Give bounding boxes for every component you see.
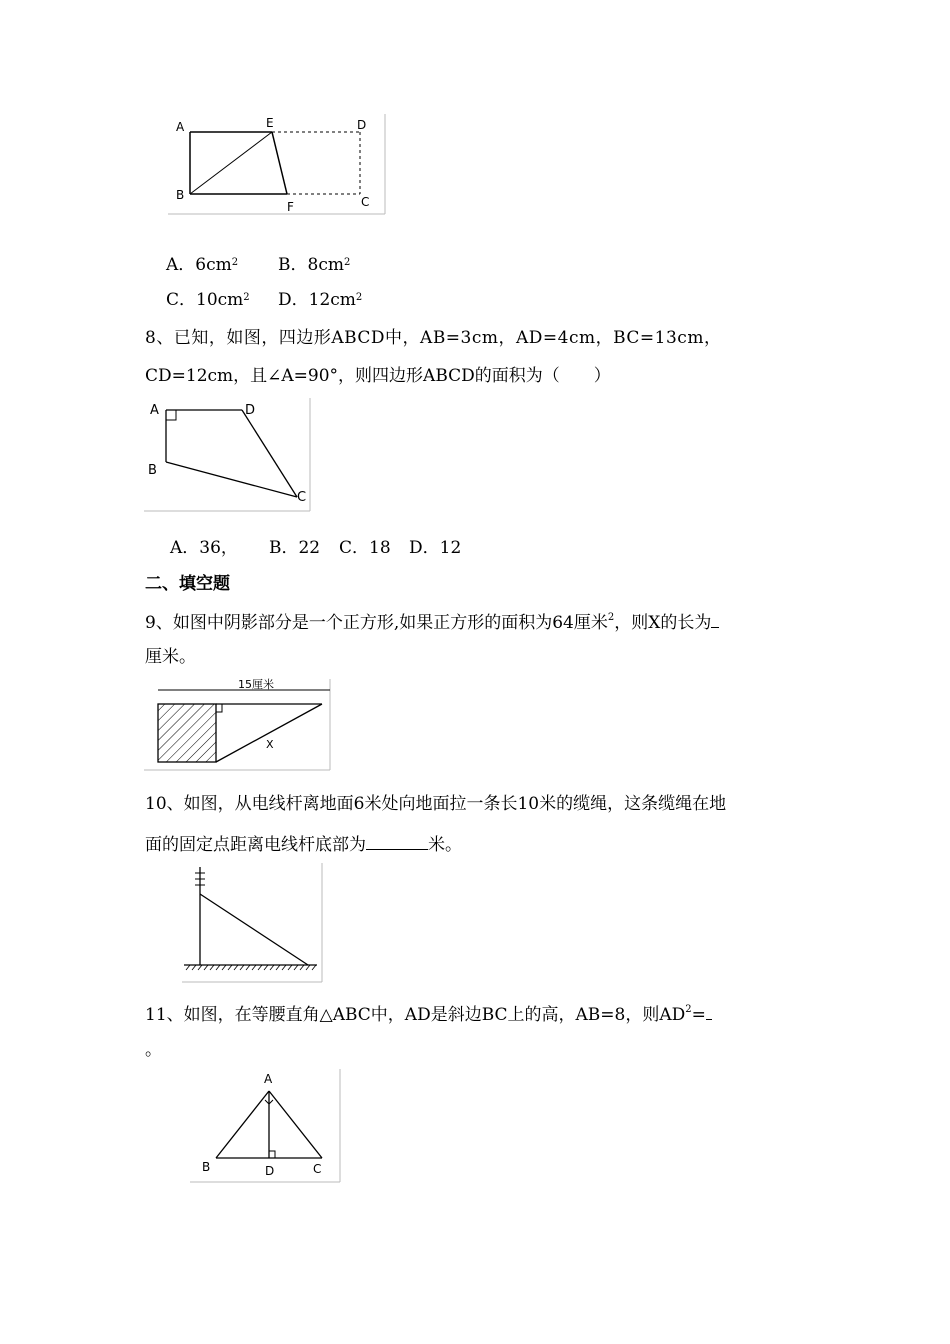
q10-text-line2: 面的固定点距离电线杆底部为 米。 xyxy=(145,831,462,856)
q7-option-a: A．$6cm^2$ xyxy=(166,255,239,275)
label-c: C xyxy=(313,1162,322,1176)
figure-q7-rectangle xyxy=(165,112,390,217)
q8-text-line1: 8、已知，如图，四边形ABCD中，AB=3cm，AD=4cm，BC=13cm， xyxy=(145,328,722,348)
label-c: C xyxy=(297,490,307,505)
label-x: X xyxy=(266,738,274,751)
label-e: E xyxy=(266,116,274,130)
figure-q10-pole xyxy=(180,861,326,985)
label-d: D xyxy=(245,403,256,418)
label-a: A xyxy=(176,120,185,134)
q7-option-d: D．$12cm^2$ xyxy=(278,290,363,310)
section-heading: 二、填空题 xyxy=(145,574,230,594)
q11-text-line1: 11、如图，在等腰直角△ABC中，AD是斜边BC上的高，AB=8，则$AD^2=$ xyxy=(145,1001,712,1026)
q8-text-line2: CD=12cm，且∠A=90°，则四边形ABCD的面积为（ ） xyxy=(145,366,611,386)
figure-q8-quadrilateral xyxy=(142,396,314,514)
label-d: D xyxy=(265,1164,275,1178)
label-f: F xyxy=(287,200,294,214)
q7-option-c: C．$10cm^2$ xyxy=(166,290,250,310)
q8-option-a: A．36， xyxy=(170,538,238,558)
label-d: D xyxy=(357,118,367,132)
q8-option-c: C．18 xyxy=(339,538,391,558)
q7-option-b: B．$8cm^2$ xyxy=(278,255,351,275)
label-b: B xyxy=(176,188,185,202)
q11-text-line2: 。 xyxy=(145,1040,162,1060)
q9-text-line2: 厘米。 xyxy=(145,647,196,667)
label-15cm: 15厘米 xyxy=(238,678,274,691)
q9-text-line1: 9、如图中阴影部分是一个正方形,如果正方形的面积为64厘米$^2$，则X的长为 xyxy=(145,609,719,634)
q10-text-line1: 10、如图，从电线杆离地面6米处向地面拉一条长10米的缆绳，这条缆绳在地 xyxy=(145,794,727,814)
label-c: C xyxy=(361,195,370,209)
label-b: B xyxy=(148,463,157,478)
figure-q11-triangle xyxy=(188,1067,344,1185)
figure-q9-square-triangle xyxy=(142,677,334,773)
q10-answer-blank[interactable] xyxy=(366,831,428,850)
label-a: A xyxy=(264,1072,273,1086)
label-a: A xyxy=(150,403,159,418)
q8-option-d: D．12 xyxy=(409,538,462,558)
q8-option-b: B．22 xyxy=(269,538,321,558)
label-b: B xyxy=(202,1160,211,1174)
